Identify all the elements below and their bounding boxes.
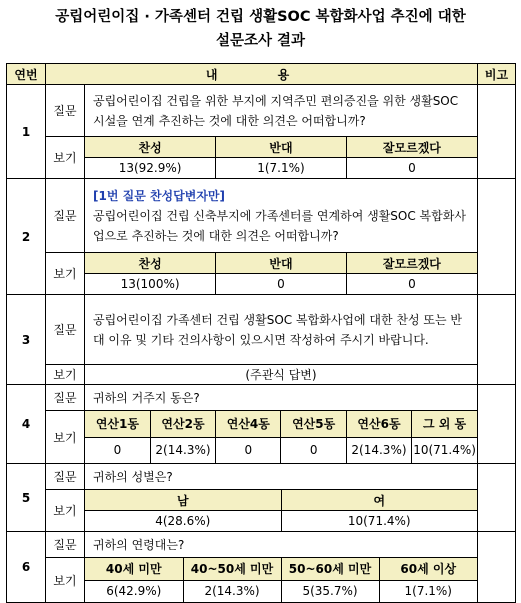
item-1-question-row bbox=[7, 85, 516, 137]
question-text: 공립어린이집 건립을 위한 부지에 지역주민 편의증진을 위한 생활SOC 시설을 연계 추진하는 것에 대한 의견은 어떠합니까? bbox=[85, 85, 478, 137]
option-label: 그 외 동 bbox=[412, 411, 477, 437]
note-cell bbox=[478, 295, 516, 385]
option-result: 2(14.3%) bbox=[183, 580, 281, 602]
question-label: 질문 bbox=[46, 532, 85, 558]
option-result: 4(28.6%) bbox=[85, 511, 281, 532]
item-5-view-row bbox=[7, 490, 516, 532]
option-result: 0 bbox=[216, 274, 347, 295]
header-note: 비고 bbox=[478, 64, 516, 85]
option-label: 연산1동 bbox=[85, 411, 150, 437]
note-cell bbox=[478, 385, 516, 464]
item-number: 3 bbox=[7, 295, 46, 385]
option-result: 1(7.1%) bbox=[379, 580, 477, 602]
item-6-view-row bbox=[7, 558, 516, 603]
item-2-view-row bbox=[7, 253, 516, 295]
item-number: 1 bbox=[7, 85, 46, 179]
options-cell bbox=[85, 253, 478, 295]
view-label: 보기 bbox=[46, 253, 85, 295]
option-result: 0 bbox=[346, 274, 477, 295]
item-4-view-row bbox=[7, 411, 516, 464]
option-label: 40~50세 미만 bbox=[183, 558, 281, 580]
item-number: 5 bbox=[7, 464, 46, 532]
question-text: 귀하의 성별은? bbox=[85, 464, 478, 490]
option-label: 50~60세 미만 bbox=[281, 558, 379, 580]
option-label: 찬성 bbox=[85, 253, 216, 274]
option-result: 0 bbox=[85, 437, 150, 463]
item-number: 2 bbox=[7, 179, 46, 295]
note-cell bbox=[478, 464, 516, 532]
question-text: 공립어린이집 가족센터 건립 생활SOC 복합화사업에 대한 찬성 또는 반대 이유 및 기타 건의사항이 있으시면 작성하여 주시기 바랍니다. bbox=[85, 295, 478, 365]
option-result: 6(42.9%) bbox=[85, 580, 183, 602]
option-result: 10(71.4%) bbox=[412, 437, 477, 463]
item-3-view-row bbox=[7, 365, 516, 385]
option-label: 찬성 bbox=[85, 137, 216, 158]
option-label: 연산4동 bbox=[216, 411, 281, 437]
option-result: 0 bbox=[281, 437, 346, 463]
view-label: 보기 bbox=[46, 365, 85, 385]
options-cell bbox=[85, 558, 478, 603]
option-label: 연산2동 bbox=[150, 411, 215, 437]
options-cell bbox=[85, 490, 478, 532]
option-label: 여 bbox=[281, 490, 477, 511]
item-4-question-row bbox=[7, 385, 516, 411]
item-number: 4 bbox=[7, 385, 46, 464]
option-label: 남 bbox=[85, 490, 281, 511]
question-label: 질문 bbox=[46, 464, 85, 490]
option-label: 반대 bbox=[216, 253, 347, 274]
option-result: 2(14.3%) bbox=[346, 437, 411, 463]
question-text: 공립어린이집 건립 신축부지에 가족센터를 연계하여 생활SOC 복합화사업으로 추진하는 것에 대한 의견은 어떠합니까? bbox=[93, 208, 466, 243]
note-cell bbox=[478, 85, 516, 179]
question-cell bbox=[85, 179, 478, 253]
document-title-line2: 설문조사 결과 bbox=[215, 33, 306, 49]
option-label: 40세 미만 bbox=[85, 558, 183, 580]
header-no: 연번 bbox=[7, 64, 46, 85]
option-label: 반대 bbox=[216, 137, 347, 158]
question-prefix: [1번 질문 찬성답변자만] bbox=[93, 188, 226, 203]
document-title-line1: 공립어린이집 · 가족센터 건립 생활SOC 복합화사업 추진에 대한 bbox=[55, 9, 466, 25]
question-label: 질문 bbox=[46, 295, 85, 365]
survey-table bbox=[6, 63, 516, 603]
note-cell bbox=[478, 532, 516, 603]
question-label: 질문 bbox=[46, 385, 85, 411]
table-header-row bbox=[7, 64, 516, 85]
view-label: 보기 bbox=[46, 411, 85, 464]
option-label: 연산5동 bbox=[281, 411, 346, 437]
options-cell bbox=[85, 137, 478, 179]
question-label: 질문 bbox=[46, 179, 85, 253]
question-text: 귀하의 연령대는? bbox=[85, 532, 478, 558]
view-label: 보기 bbox=[46, 490, 85, 532]
option-label: 잘모르겠다 bbox=[346, 137, 477, 158]
item-1-view-row bbox=[7, 137, 516, 179]
item-number: 6 bbox=[7, 532, 46, 603]
option-result: 13(100%) bbox=[85, 274, 216, 295]
item-2-question-row bbox=[7, 179, 516, 253]
subjective-answer: (주관식 답변) bbox=[85, 365, 478, 385]
item-6-question-row bbox=[7, 532, 516, 558]
item-3-question-row bbox=[7, 295, 516, 365]
option-label: 연산6동 bbox=[346, 411, 411, 437]
question-text: 귀하의 거주지 동은? bbox=[85, 385, 478, 411]
item-5-question-row bbox=[7, 464, 516, 490]
option-result: 13(92.9%) bbox=[85, 158, 216, 179]
option-result: 0 bbox=[216, 437, 281, 463]
option-result: 0 bbox=[346, 158, 477, 179]
header-content: 내 용 bbox=[46, 64, 478, 85]
view-label: 보기 bbox=[46, 137, 85, 179]
option-result: 1(7.1%) bbox=[216, 158, 347, 179]
options-cell bbox=[85, 411, 478, 464]
option-result: 2(14.3%) bbox=[150, 437, 215, 463]
option-result: 10(71.4%) bbox=[281, 511, 477, 532]
option-result: 5(35.7%) bbox=[281, 580, 379, 602]
option-label: 잘모르겠다 bbox=[346, 253, 477, 274]
option-label: 60세 이상 bbox=[379, 558, 477, 580]
view-label: 보기 bbox=[46, 558, 85, 603]
note-cell bbox=[478, 179, 516, 295]
question-label: 질문 bbox=[46, 85, 85, 137]
